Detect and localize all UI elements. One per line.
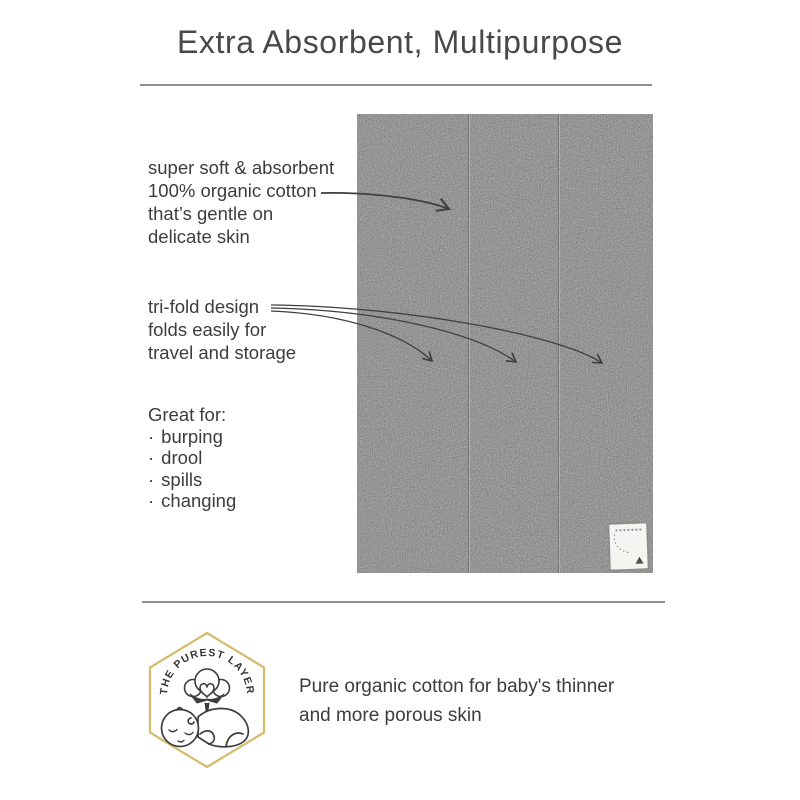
list-item <box>148 447 236 469</box>
fabric-brand-tag <box>609 523 648 569</box>
product-photo <box>357 114 653 573</box>
list-item-label: changing <box>161 490 237 511</box>
annotation-line: travel and storage <box>148 342 297 363</box>
footer-text <box>299 672 614 730</box>
bullet: · <box>148 425 155 447</box>
annotation-softness <box>148 156 334 248</box>
annotation-line: delicate skin <box>148 226 250 247</box>
bullet: · <box>148 490 155 511</box>
top-divider <box>140 84 652 86</box>
annotation-trifold <box>148 295 296 364</box>
list-item <box>148 490 236 512</box>
purest-layer-badge <box>144 631 270 769</box>
annotation-line: tri-fold design <box>148 296 260 317</box>
list-item-label: burping <box>161 425 223 447</box>
list-item-label: spills <box>161 468 203 490</box>
footer-line: and more porous skin <box>299 705 482 726</box>
list-item-label: drool <box>161 447 203 468</box>
tag-dotted-curve <box>609 531 640 558</box>
annotation-line: 100% organic cotton <box>148 180 317 201</box>
bullet: · <box>148 447 155 468</box>
bullet: · <box>148 468 155 490</box>
recycle-triangle-icon <box>635 556 643 563</box>
fabric-texture <box>357 114 653 573</box>
annotation-line: that’s gentle on <box>148 203 274 224</box>
footer-line: Pure organic cotton for baby's thinner <box>299 676 615 697</box>
great-for-heading: Great for: <box>148 404 227 425</box>
fold-line-left-highlight <box>469 114 470 573</box>
sleeping-baby-icon <box>162 708 249 747</box>
bottom-divider <box>142 601 665 603</box>
annotation-great-for <box>148 404 236 512</box>
fold-line-right-highlight <box>559 114 560 573</box>
page-title: Extra Absorbent, Multipurpose <box>176 24 624 60</box>
list-item <box>148 469 236 491</box>
badge-arc-text: THE PUREST LAYER <box>157 646 257 696</box>
list-item <box>148 426 236 448</box>
annotation-line: folds easily for <box>148 319 267 340</box>
annotation-line: super soft & absorbent <box>148 157 335 178</box>
